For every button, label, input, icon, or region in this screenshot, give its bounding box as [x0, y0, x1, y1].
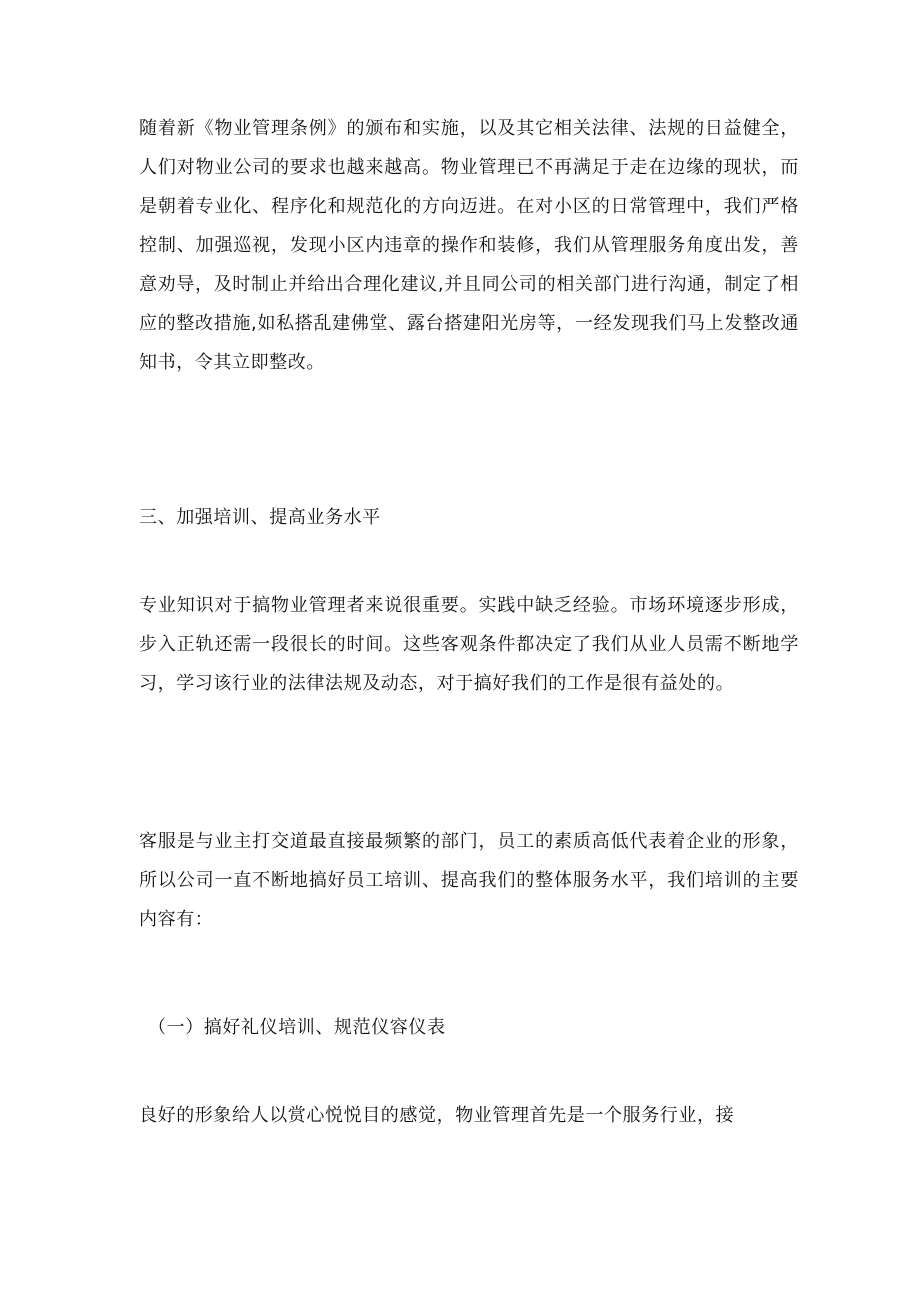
paragraph-good-image: 良好的形象给人以赏心悦悦目的感觉，物业管理首先是一个服务行业，接: [139, 1105, 735, 1126]
paragraph-regulation-management: 随着新《物业管理条例》的颁布和实施，以及其它相关法律、法规的日益健全，人们对物业公司的要求也越来越高。物业管理已不再满足于走在边缘的现状，而是朝着专业化、程序化和规范化的方向迈进。在对小区的日常管理中，我们严格控制、加强巡视，发现小区内违章的操作和装修，我们从管理服务角度出发，善意劝导，及时制止并给出合理化建议,并且同公司的相关部门进行沟通，制定了相应的整改措施,如私搭乱建佛堂、露台搭建阳光房等，一经发现我们马上发整改通知书，令其立即整改。: [139, 118, 799, 373]
paragraph-professional-knowledge: 专业知识对于搞物业管理者来说很重要。实践中缺乏经验。市场环境逐步形成，步入正轨还需一段很长的时间。这些客观条件都决定了我们从业人员需不断地学习，学习该行业的法律法规及动态，对于搞好我们的工作是很有益处的。: [139, 595, 799, 694]
paragraph-customer-service: 客服是与业主打交道最直接最频繁的部门，员工的素质高低代表着企业的形象，所以公司一直不断地搞好员工培训、提高我们的整体服务水平，我们培训的主要内容有：: [139, 831, 799, 930]
section-heading-training: 三、加强培训、提高业务水平: [139, 507, 381, 528]
subsection-heading-etiquette: （一）搞好礼仪培训、规范仪容仪表: [148, 1017, 446, 1038]
